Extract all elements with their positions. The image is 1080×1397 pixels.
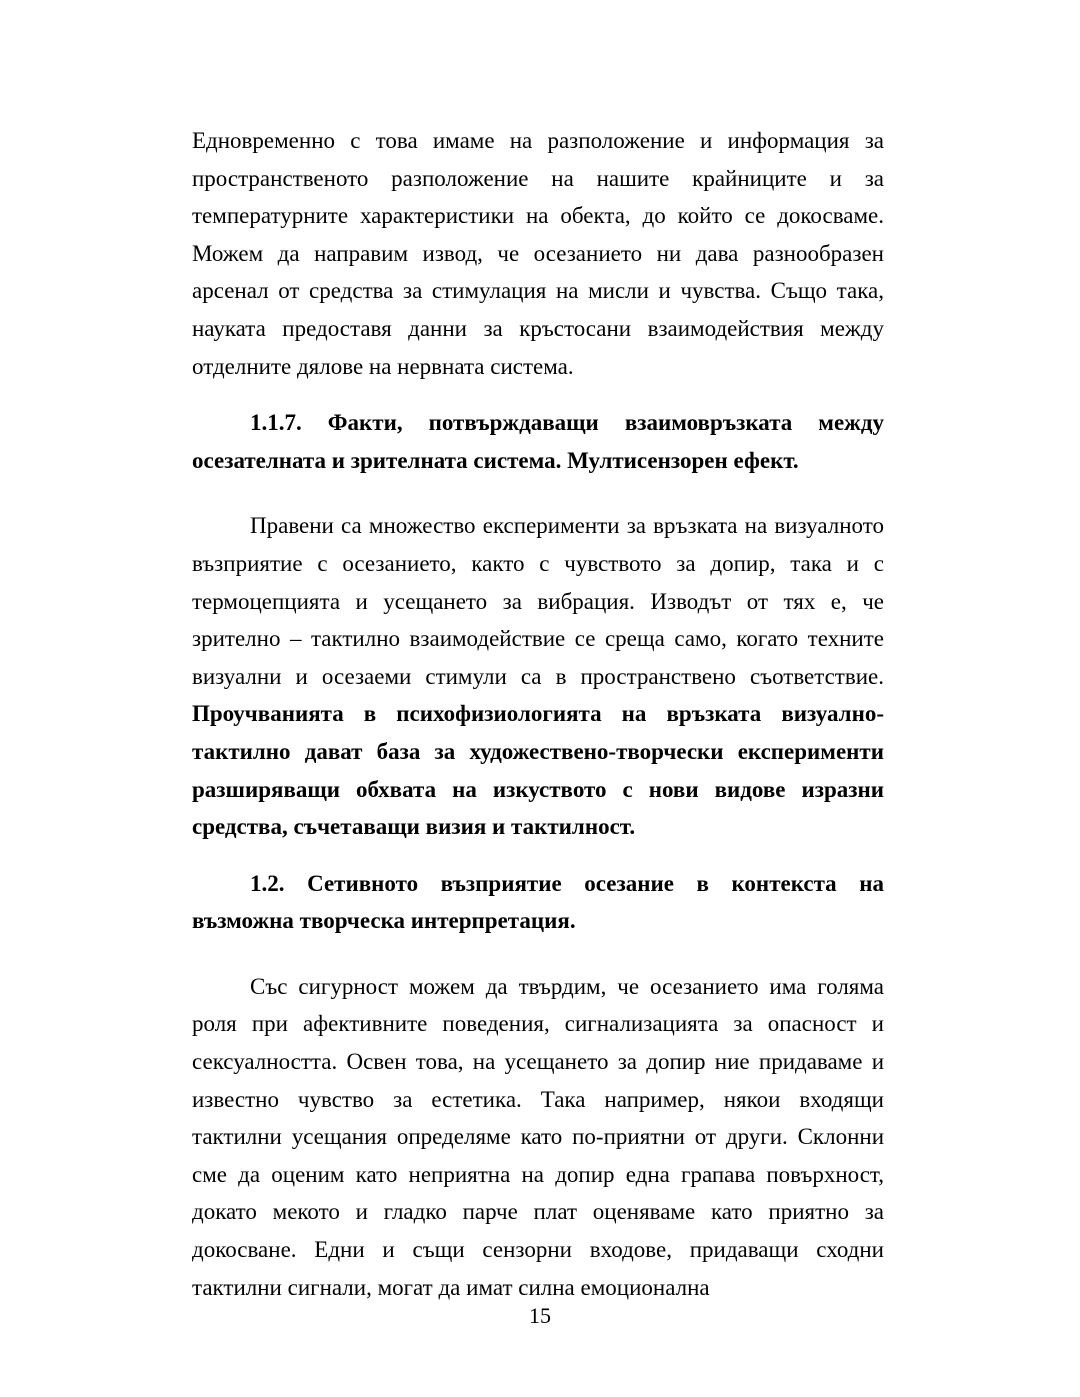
section-heading-1-2: 1.2. Сетивното възприятие осезание в контекста на възможна творческа интерпретация. [192, 870, 884, 934]
page-footer [0, 1303, 1080, 1329]
paragraph-intro: Едновременно с това имаме на разположение и информация за пространственото разположение на нашите крайниците и за температурните характеристики на обекта, до който се докосваме. Можем да направим извод, че осезанието ни дава разнообразен арсенал от средства за стимулация на мисли и чувства. Също така, науката предоставя данни за кръстосани взаимодействия между отделните дялове на нервната система. [192, 128, 884, 379]
page-number: 15 [529, 1303, 551, 1328]
text-block [192, 0, 884, 1306]
section-heading-1-1-7: 1.1.7. Факти, потвърждаващи взаимовръзката между осезателната и зрителната система. Мултисензорен ефект. [192, 410, 884, 473]
paragraph-experiments [192, 507, 884, 845]
paragraph-tactile: Със сигурност можем да твърдим, че осезанието има голяма роля при афективните поведения, сигнализацията за опасност и сексуалността. Освен това, на усещането за допир ние придаваме и известно чувство за естетика. Така например, някои входящи тактилни усещания определяме като по-приятни от други. Склонни сме да оценим като неприятна на допир една грапава повърхност, докато мекото и гладко парче плат оценяваме като приятно за докосване. Едни и същи сензорни входове, придаващи сходни тактилни сигнали, могат да имат силна емоционална [192, 973, 884, 1300]
paragraph-experiments-normal-run: Правени са множество експерименти за връзката на визуалното възприятие с осезанието, както с чувството за допир, така и с термоцепцията и усещането за вибрация. Изводът от тях е, че зрително – тактилно взаимодействие се среща само, когато техните визуални и осезаеми стимули са в пространствено съответствие. [192, 513, 884, 689]
paragraph-experiments-bold-run: Проучванията в психофизиологията на връзката визуално-тактилно дават база за художествено-творчески експерименти разширяващи обхвата на изкуството с нови видове изразни средства, съчетаващи визия и тактилност. [192, 701, 884, 840]
